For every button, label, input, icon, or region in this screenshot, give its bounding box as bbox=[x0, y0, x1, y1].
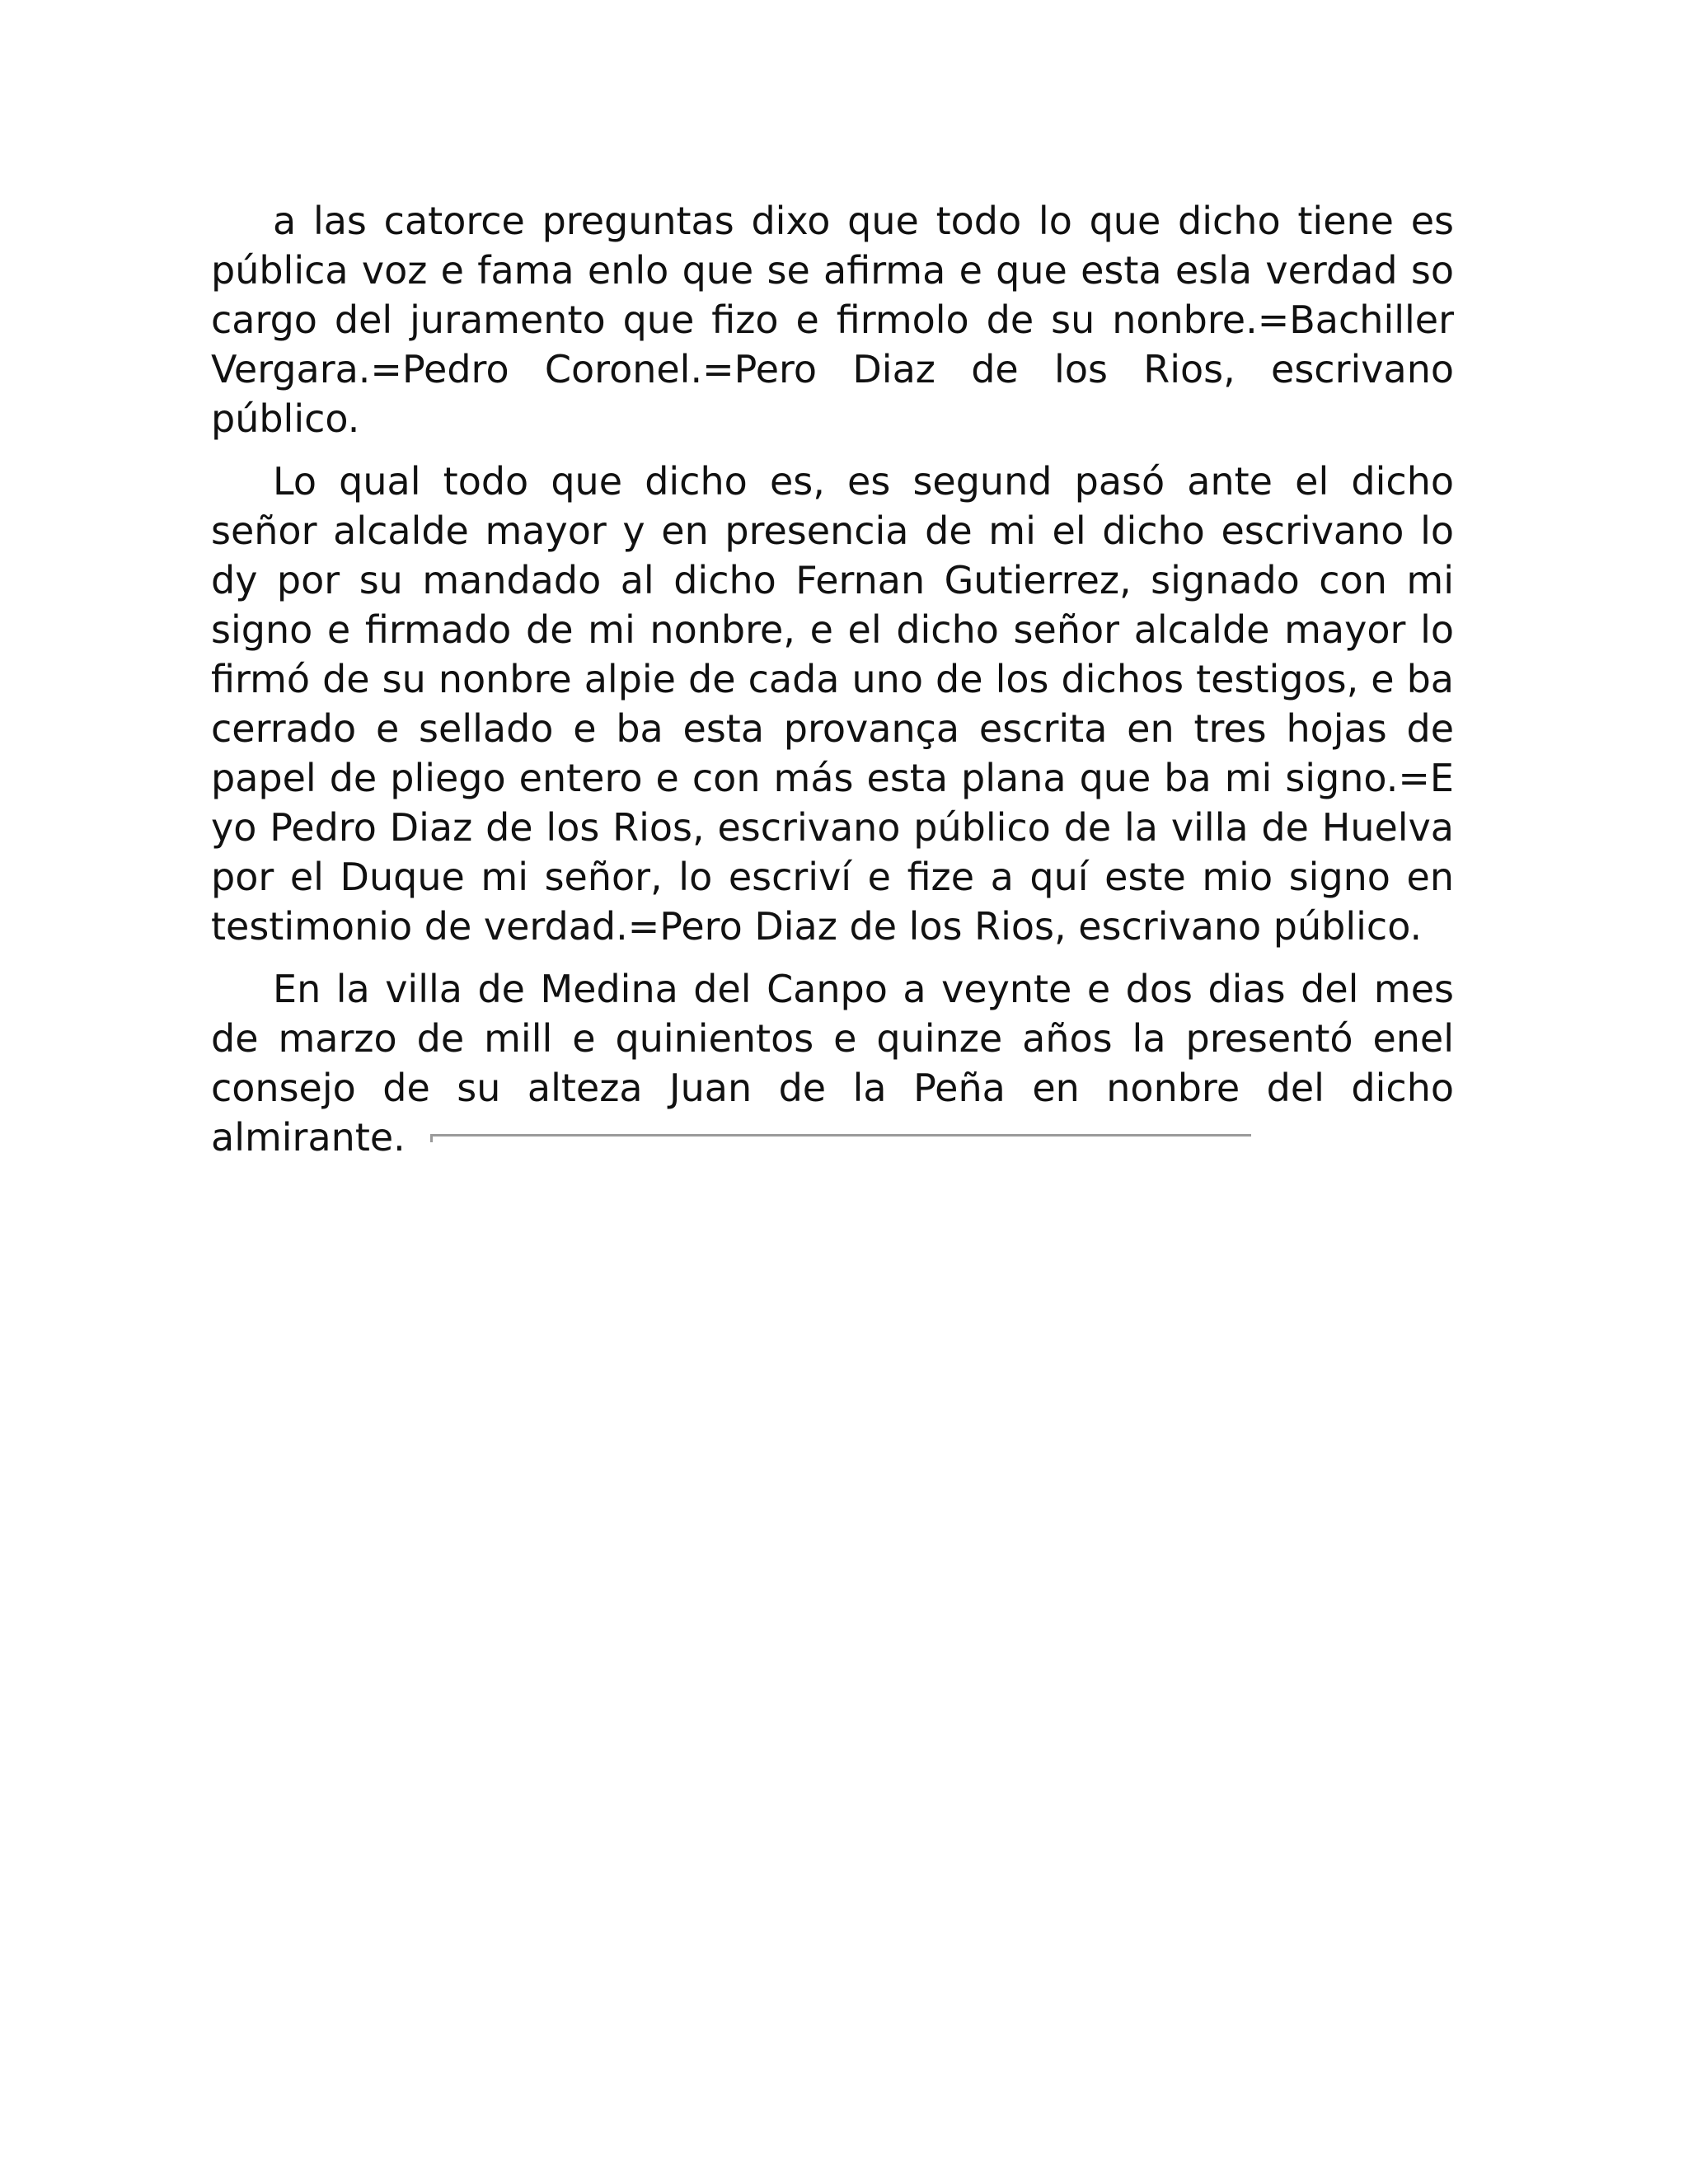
divider-end-tick bbox=[430, 1134, 433, 1142]
divider-line bbox=[430, 1134, 1251, 1137]
paragraph-notary-certification: Lo qual todo que dicho es, es segund pasó ante el dicho señor alcalde mayor y en presencia de mi el dicho escrivano lo dy por su mandado al dicho Fernan Gutierrez, signado con mi signo e firmado de mi nonbre, e el dicho señor alcalde mayor lo firmó de su nonbre alpie de cada uno de los dichos testigos, e ba cerrado e sellado e ba esta provança escrita en tres hojas de papel de pliego entero e con más esta plana que ba mi signo.=E yo Pedro Diaz de los Rios, escrivano público de la villa de Huelva por el Duque mi señor, lo escriví e fize a quí este mio signo en testimonio de verdad.=Pero Diaz de los Rios, escrivano público. bbox=[211, 459, 1454, 949]
paragraph-testimony-end: a las catorce preguntas dixo que todo lo que dicho tiene es pública voz e fama enlo que se afirma e que esta esla verdad so cargo del juramento que fizo e firmolo de su nonbre.=Bachiller Vergara.=Pedro Coronel.=Pero Diaz de los Rios, escrivano público. bbox=[211, 199, 1454, 441]
paragraph-presentation-record: En la villa de Medina del Canpo a veynte e dos dias del mes de marzo de mill e quinientos e quinze años la presentó enel consejo de su alteza Juan de la Peña en nonbre del dicho almirante. bbox=[211, 967, 1454, 1160]
document-body bbox=[211, 196, 1454, 1175]
section-divider bbox=[430, 1134, 1251, 1142]
